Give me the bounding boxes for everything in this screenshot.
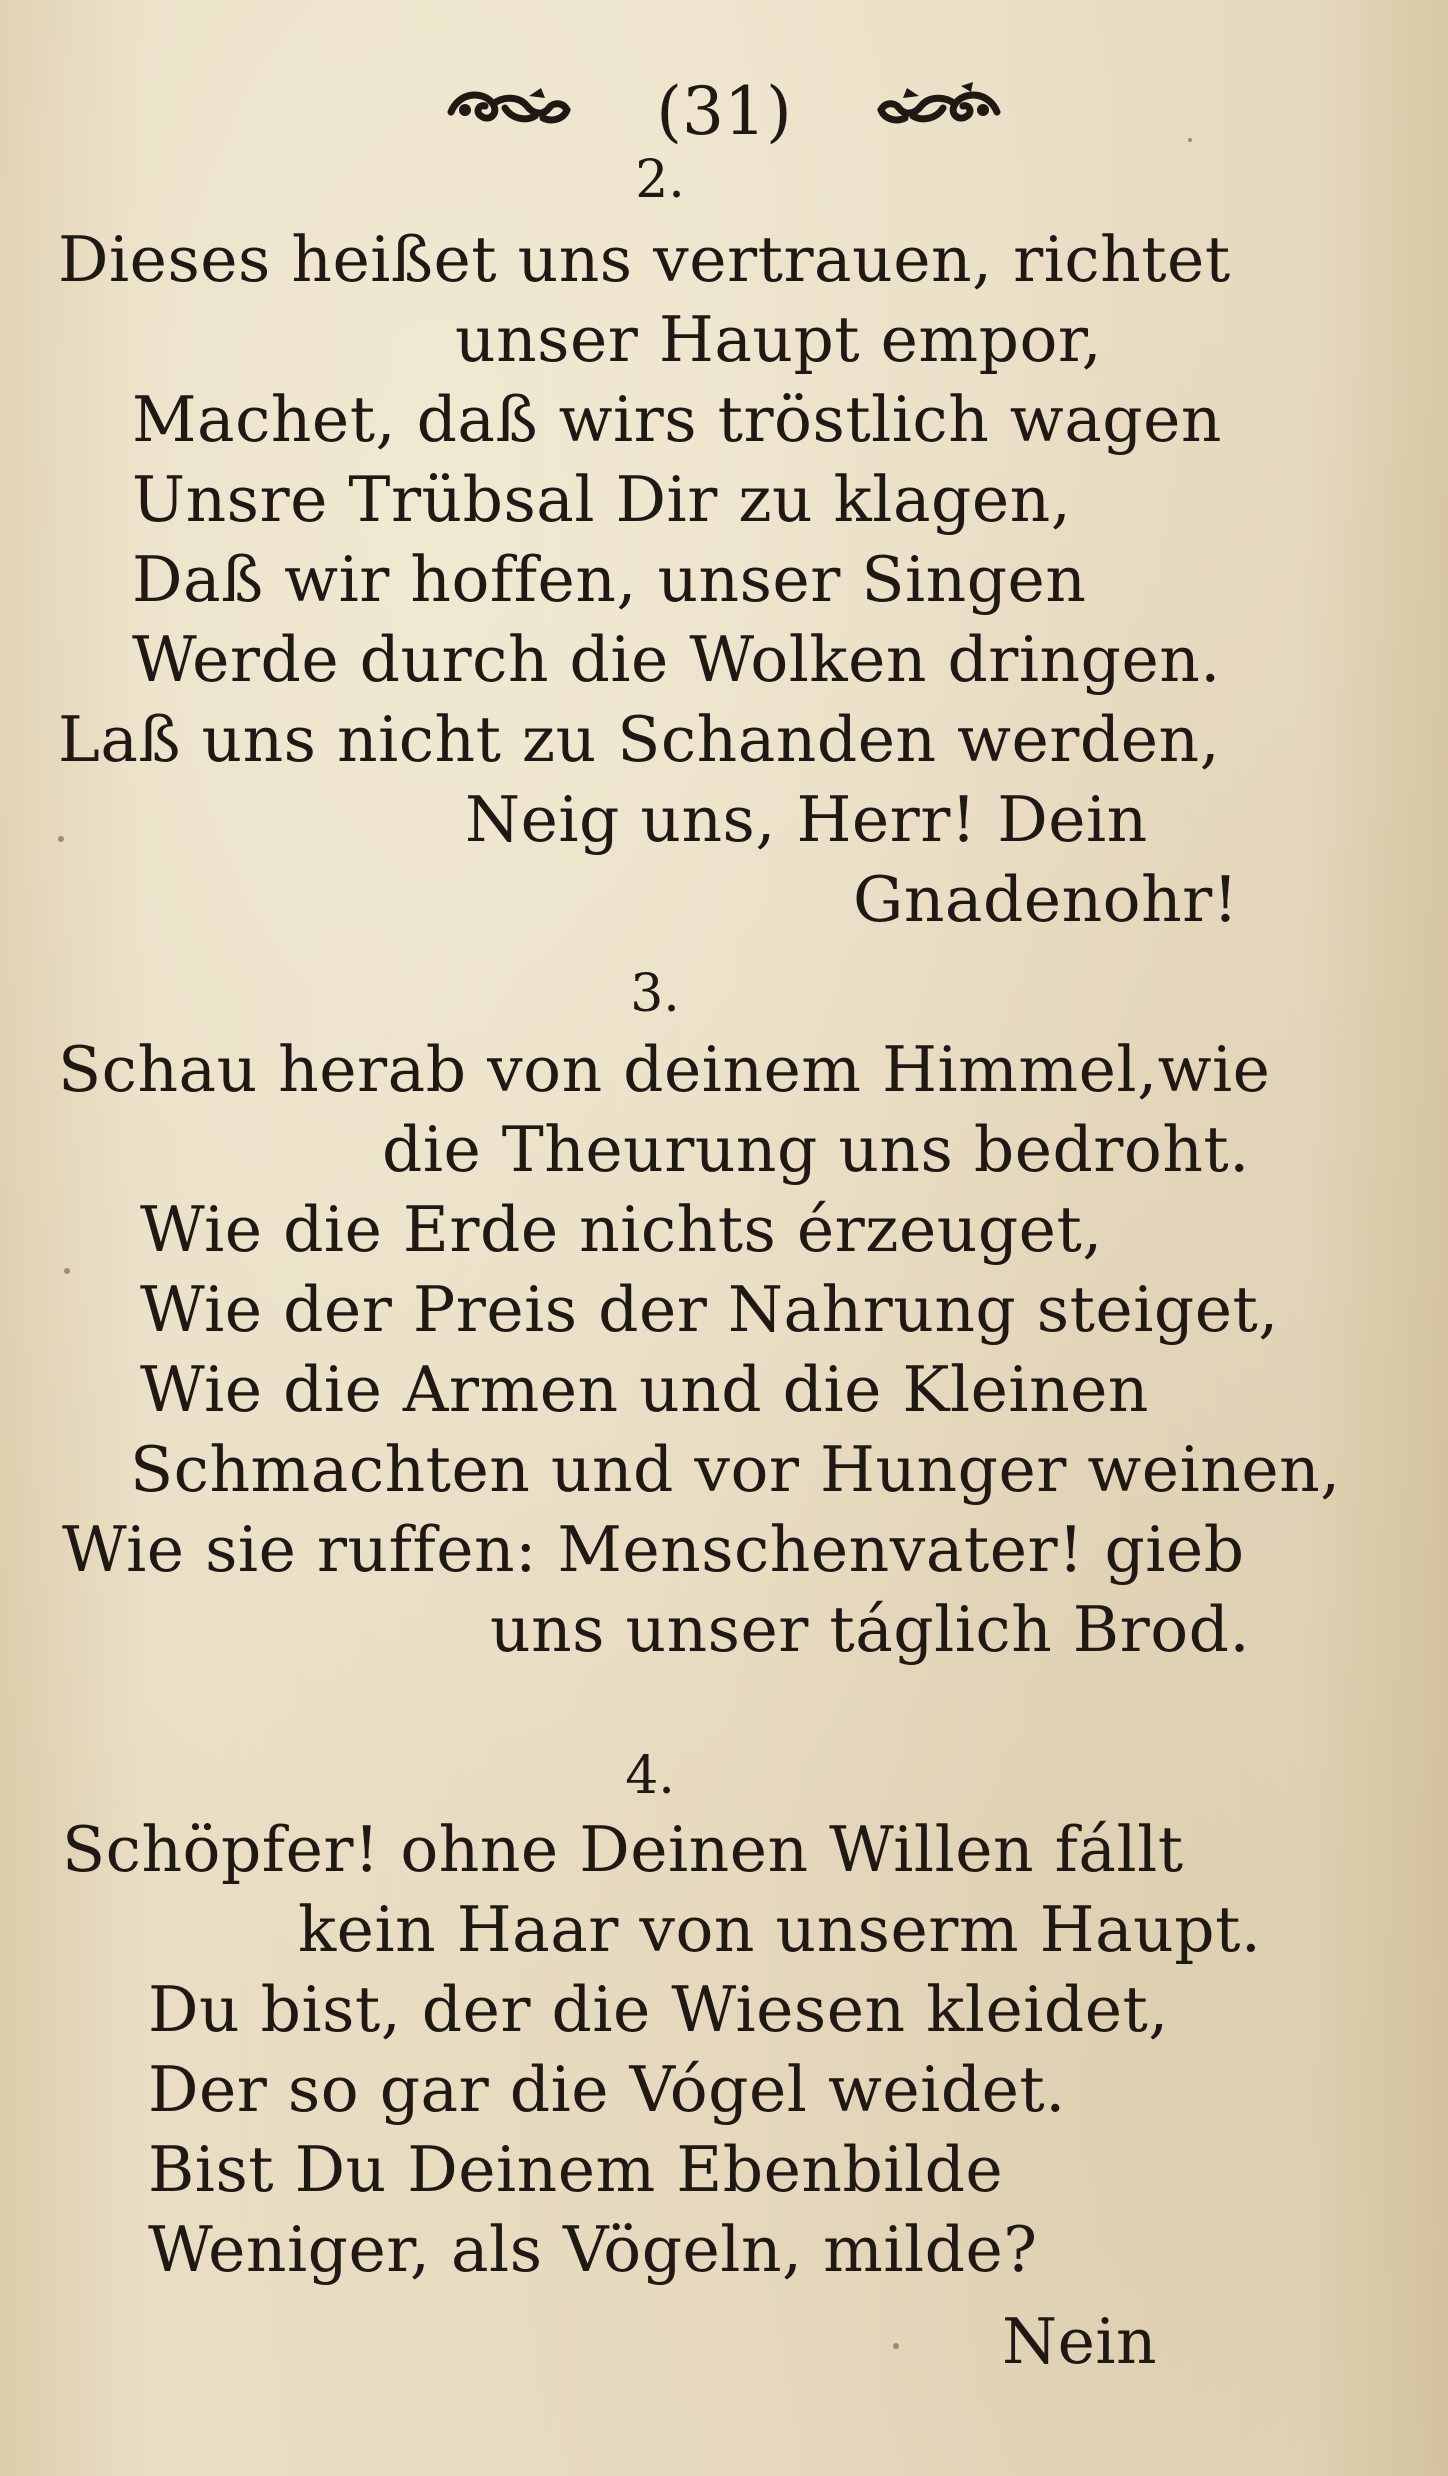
verse-line: Werde durch die Wolken dringen. (132, 623, 1221, 696)
verse-line: Schmachten und vor Hunger weinen, (130, 1433, 1341, 1506)
stanza-number: 4. (625, 1746, 675, 1806)
verse-line: die Theurung uns bedroht. (382, 1113, 1250, 1186)
verse-line: Der so gar die Vógel weidet. (148, 2053, 1066, 2126)
ink-speck (58, 836, 64, 842)
verse-line: uns unser táglich Brod. (490, 1593, 1250, 1666)
verse-line: Dieses heißet uns vertrauen, richtet (58, 223, 1231, 296)
verse-line: kein Haar von unserm Haupt. (298, 1893, 1262, 1966)
verse-line: Unsre Trübsal Dir zu klagen, (132, 463, 1072, 536)
verse-line: Daß wir hoffen, unser Singen (132, 543, 1087, 616)
verse-line: Wie der Preis der Nahrung steiget, (140, 1273, 1279, 1346)
ink-speck (893, 2343, 899, 2349)
page-number: (31) (656, 73, 792, 150)
stanza-number: 3. (630, 964, 680, 1024)
page-header (0, 62, 1448, 157)
verse-line: Neig uns, Herr! Dein (465, 783, 1148, 856)
verse-line: Machet, daß wirs tröstlich wagen (132, 383, 1222, 456)
verse-line: Schöpfer! ohne Deinen Willen fállt (62, 1813, 1184, 1886)
verse-line: Wie die Armen und die Kleinen (140, 1353, 1149, 1426)
stanza-number: 2. (635, 150, 685, 210)
ink-speck (64, 1268, 70, 1274)
verse-line: Schau herab von deinem Himmel,wie (58, 1033, 1271, 1106)
verse-line: Laß uns nicht zu Schanden werden, (58, 703, 1221, 776)
verse-line: unser Haupt empor, (455, 303, 1103, 376)
verse-line: Gnadenohr! (853, 863, 1239, 936)
fleuron-left-icon (445, 67, 575, 157)
verse-line: Weniger, als Vögeln, milde? (148, 2213, 1038, 2286)
fleuron-right-icon (873, 67, 1003, 157)
verse-line: Wie die Erde nichts érzeuget, (140, 1193, 1103, 1266)
catchword: Nein (1002, 2305, 1158, 2378)
verse-line: Bist Du Deinem Ebenbilde (148, 2133, 1004, 2206)
verse-line: Wie sie ruffen: Menschenvater! gieb (62, 1513, 1245, 1586)
verse-line: Du bist, der die Wiesen kleidet, (148, 1973, 1169, 2046)
